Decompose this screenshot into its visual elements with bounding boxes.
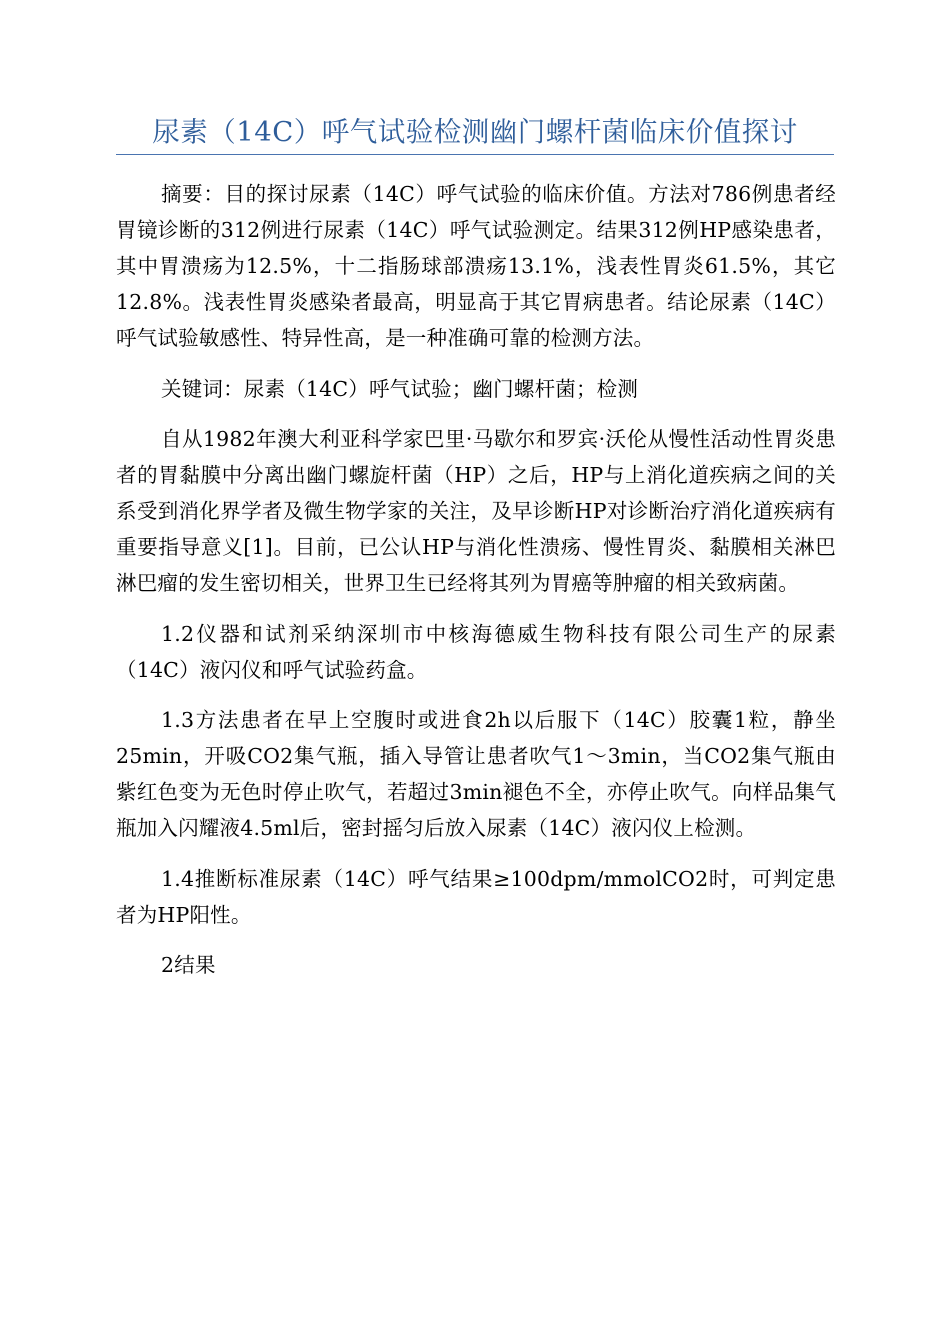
abstract-paragraph: 摘要：目的探讨尿素（14C）呼气试验的临床价值。方法对786例患者经胃镜诊断的312例进行尿素（14C）呼气试验测定。结果312例HP感染患者，其中胃溃疡为12.5%，十二指肠球部溃疡13.1%，浅表性胃炎61.5%，其它12.8%。浅表性胃炎感染者最高，明显高于其它胃病患者。结论尿素（14C）呼气试验敏感性、特异性高，是一种准确可靠的检测方法。 [116,182,836,350]
keywords-paragraph: 关键词：尿素（14C）呼气试验；幽门螺杆菌；检测 [161,376,639,401]
results-heading: 2结果 [161,953,216,977]
criteria-paragraph: 1.4推断标准尿素（14C）呼气结果≥100dpm/mmolCO2时，可判定患者为HP阳性。 [116,866,836,927]
document-body [116,176,836,998]
instruments-paragraph: 1.2仪器和试剂采纳深圳市中核海德威生物科技有限公司生产的尿素（14C）液闪仪和呼气试验药盒。 [116,621,836,682]
method-paragraph: 1.3方法患者在早上空腹时或进食2h以后服下（14C）胶囊1粒，静坐25min，开吸CO2集气瓶，插入导管让患者吹气1～3min，当CO2集气瓶由紫红色变为无色时停止吹气，若超过3min褪色不全，亦停止吹气。向样品集气瓶加入闪耀液4.5ml后，密封摇匀后放入尿素（14C）液闪仪上检测。 [116,708,836,840]
introduction-paragraph: 自从1982年澳大利亚科学家巴里·马歇尔和罗宾·沃伦从慢性活动性胃炎患者的胃黏膜中分离出幽门螺旋杆菌（HP）之后，HP与上消化道疾病之间的关系受到消化界学者及微生物学家的关注，及早诊断HP对诊断治疗消化道疾病有重要指导意义[1]。目前，已公认HP与消化性溃疡、慢性胃炎、黏膜相关淋巴淋巴瘤的发生密切相关，世界卫生已经将其列为胃癌等肿瘤的相关致病菌。 [116,427,836,595]
title-underline [116,154,834,155]
document-title: 尿素（14C）呼气试验检测幽门螺杆菌临床价值探讨 [152,116,798,148]
